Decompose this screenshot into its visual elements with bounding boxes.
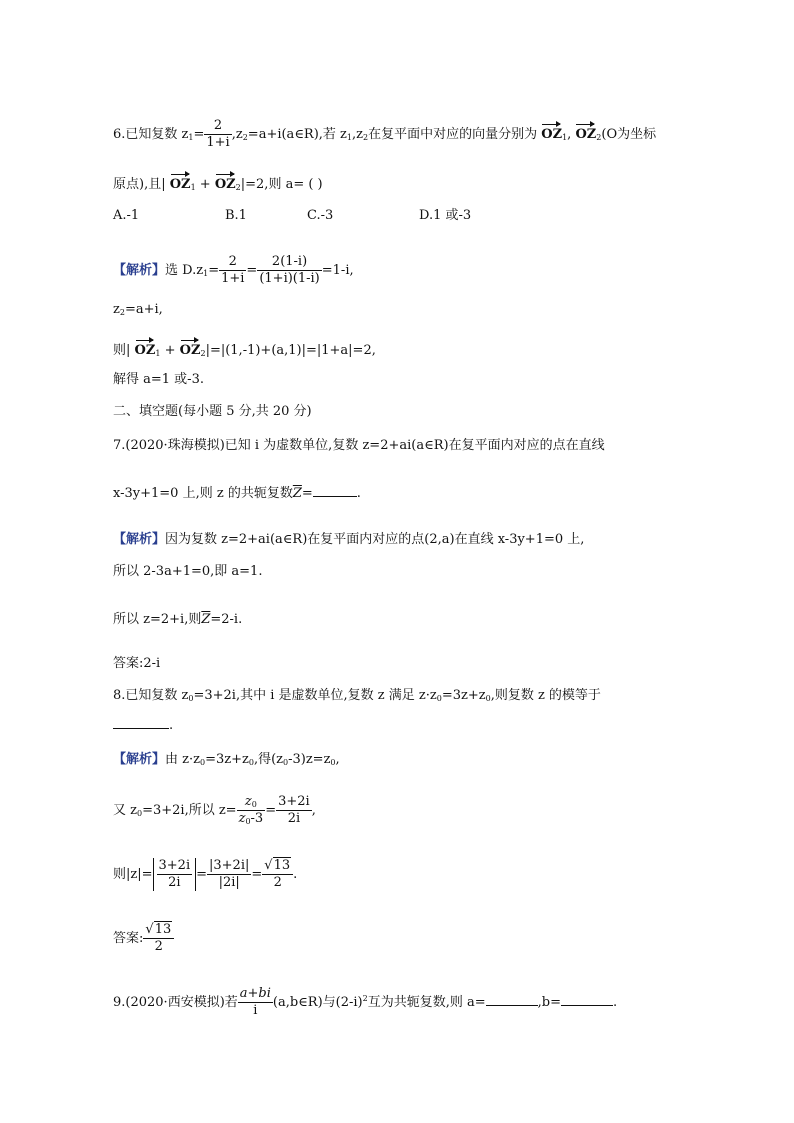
- q8-solution-line3: 则|z|= $\frac{3+2i}{2i}$ = $\frac{|3+2i|}{|2i|}$ = $\frac{√13}{2}$ .: [113, 858, 298, 890]
- q8-solution-line2: 又 $z_0=3+2i$,所以 z= $\frac{z_0}{z_0-3}$ = $\frac{3+2i}{2i}$ ,: [113, 794, 316, 826]
- vector-oz2: OZ: [575, 122, 596, 145]
- q8-stem-line1: 8.已知复数 $z_0=3+2i$,其中 i 是虚数单位,复数 z 满足 $z\cdot z_0=3z+z_0$,则复数 z 的模等于: [113, 688, 601, 703]
- q7-stem-line2: x-3y+1=0 上,则 z 的共轭复数$\overline{Z}=$ .: [113, 486, 361, 501]
- option-d: D.1 或-3: [419, 208, 472, 223]
- q8-solution-line1: 【解析】由 $z\cdot z_0=3z+z_0$,得$(z_0-3)z=z_0$,: [113, 752, 340, 767]
- vector-oz1: OZ: [541, 122, 562, 145]
- q6-stem-line2: 原点),且| $OZ_1 + OZ_2|=2$,则 a= ( ): [113, 172, 323, 195]
- q6-stem-line1: 6.已知复数 $z_1=$ $\frac{2}{1+i}$ $,z_2=a+i(a\in R)$,若 $z_1,z_2$在复平面中对应的向量分别为 $OZ_1$, $OZ_2(O$为坐标: [113, 118, 657, 150]
- conjugate-z: $\overline{Z}$: [292, 486, 302, 501]
- q8-stem-line2: .: [113, 716, 173, 736]
- answer-blank: [313, 484, 357, 497]
- vector-oz2: OZ: [180, 338, 201, 361]
- section-header: 二、填空题(每小题 5 分,共 20 分): [113, 404, 312, 419]
- answer-blank: [113, 716, 169, 729]
- answer-blank-a: [486, 993, 538, 1006]
- vector-oz1: OZ: [170, 172, 191, 195]
- q7-solution-line2: 所以 2-3a+1=0,即 a=1.: [113, 564, 263, 579]
- jiexi-tag: 【解析】: [113, 752, 166, 767]
- option-b: B.1: [225, 208, 247, 223]
- q7-solution-line1: 【解析】因为复数 z=2+ai(a∈R)在复平面内对应的点(2,a)在直线 x-3y+1=0 上,: [113, 532, 585, 547]
- q7-solution-line3: 所以 z=2+i,则$\overline{Z}=2-i$.: [113, 612, 243, 627]
- q9-stem: 9.(2020·西安模拟)若 $\frac{a+bi}{i}$ (a,b∈R)与$(2-i)^2$互为共轭复数,则 a= ,b= .: [113, 986, 618, 1018]
- option-a: A.-1: [113, 208, 140, 223]
- jiexi-tag: 【解析】: [113, 532, 166, 547]
- q8-answer: 答案: $\frac{√13}{2}$: [113, 922, 174, 955]
- jiexi-tag: 【解析】: [113, 263, 166, 278]
- q7-stem-line1: 7.(2020·珠海模拟)已知 i 为虚数单位,复数 z=2+ai(a∈R)在复平面内对应的点在直线: [113, 438, 605, 453]
- vector-oz2: OZ: [215, 172, 236, 195]
- vector-oz1: OZ: [135, 338, 156, 361]
- q6-solution-line2: $z_2=a+i$,: [113, 302, 163, 317]
- q6-options: [113, 206, 513, 226]
- q6-fraction: $\frac{2}{1+i}$: [206, 118, 230, 150]
- q6-solution-line3: 则| $OZ_1 + OZ_2|=|(1,-1)+(a,1)|=|1+a|=2$,: [113, 338, 376, 361]
- answer-blank-b: [561, 993, 613, 1006]
- q6-solution-line4: 解得 a=1 或-3.: [113, 372, 204, 387]
- option-c: C.-3: [307, 208, 334, 223]
- q6-solution-line1: 【解析】选 $D.z_1=$ $\frac{2}{1+i}$ = $\frac{2(1-i)}{(1+i)(1-i)}$ =1-i,: [113, 254, 354, 286]
- q7-answer: 答案:2-i: [113, 656, 161, 671]
